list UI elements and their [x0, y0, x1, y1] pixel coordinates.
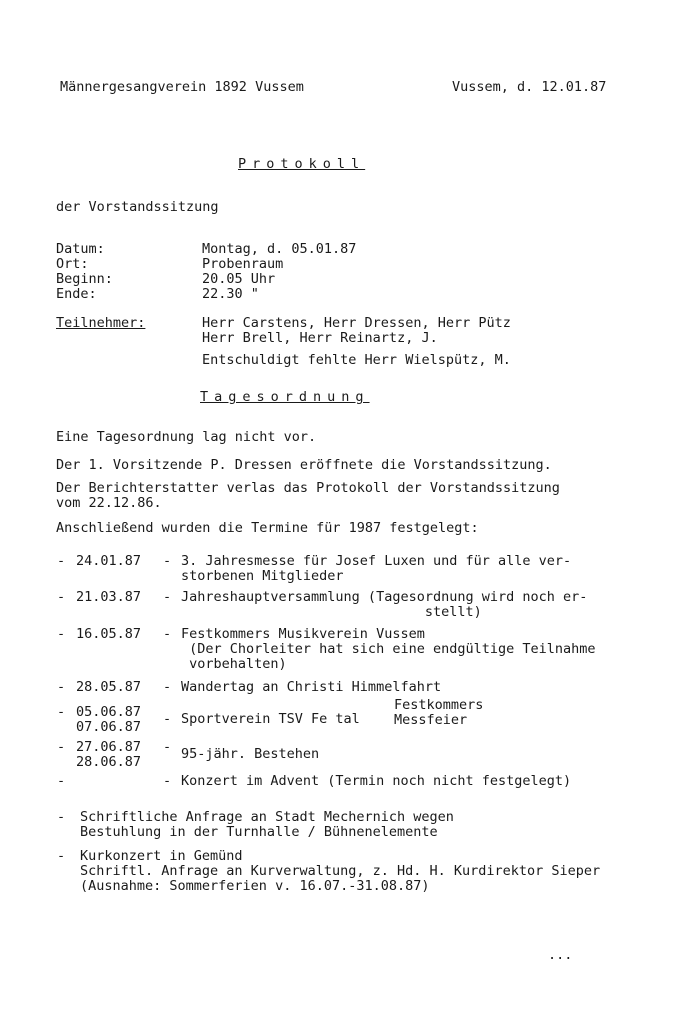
schedule-text-line: storbenen Mitglieder: [181, 568, 344, 584]
schedule-side-note: Festkommers: [394, 697, 484, 713]
schedule-text-line: Festkommers Musikverein Vussem: [181, 626, 425, 642]
schedule-text-line: 95-jähr. Bestehen: [181, 746, 320, 762]
participants-line-1: Herr Carstens, Herr Dressen, Herr Pütz: [202, 315, 511, 331]
schedule-text-line: stellt): [181, 604, 482, 620]
schedule-date: 28.05.87: [76, 679, 142, 695]
schedule-separator: -: [163, 773, 172, 789]
note-line: Schriftliche Anfrage an Stadt Mechernich wegen: [80, 809, 454, 825]
schedule-side-note: Messfeier: [394, 712, 468, 728]
schedule-separator: -: [163, 679, 172, 695]
document-title: Protokoll: [238, 156, 366, 172]
continuation-mark: ...: [548, 947, 573, 963]
meta-value-ende: 22.30 ": [202, 286, 259, 302]
paragraph-schedule-intro: Anschließend wurden die Termine für 1987 festgelegt:: [56, 520, 479, 536]
paragraph-minutes-line-1: Der Berichterstatter verlas das Protokoll der Vorstandssitzung: [56, 480, 560, 496]
schedule-text-line: 3. Jahresmesse für Josef Luxen und für alle ver-: [181, 553, 572, 569]
bullet-dash: -: [57, 809, 66, 825]
schedule-date: 05.06.87: [76, 704, 142, 720]
bullet-dash: -: [57, 704, 66, 720]
schedule-text-line: Jahreshauptversammlung (Tagesordnung wird noch er-: [181, 589, 588, 605]
bullet-dash: -: [57, 553, 66, 569]
meta-label-beginn: Beginn:: [56, 271, 113, 287]
schedule-text-line: vorbehalten): [181, 656, 287, 672]
bullet-dash: -: [57, 679, 66, 695]
meta-label-ende: Ende:: [56, 286, 97, 302]
meta-value-ort: Probenraum: [202, 256, 284, 272]
meta-label-ort: Ort:: [56, 256, 89, 272]
bullet-dash: -: [57, 739, 66, 755]
note-line: Bestuhlung in der Turnhalle / Bühnenelemente: [80, 824, 438, 840]
schedule-text-line: Sportverein TSV Fe tal: [181, 711, 360, 727]
participants-label: Teilnehmer:: [56, 315, 146, 331]
bullet-dash: -: [57, 626, 66, 642]
paragraph-minutes-line-2: vom 22.12.86.: [56, 495, 162, 511]
schedule-date: 21.03.87: [76, 589, 142, 605]
schedule-separator: -: [163, 589, 172, 605]
schedule-date-end: 28.06.87: [76, 754, 142, 770]
schedule-date: 27.06.87: [76, 739, 142, 755]
bullet-dash: -: [57, 589, 66, 605]
document-subtitle: der Vorstandssitzung: [56, 199, 219, 215]
meta-value-beginn: 20.05 Uhr: [202, 271, 276, 287]
organization-name: Männergesangverein 1892 Vussem: [60, 79, 304, 95]
schedule-date-end: 07.06.87: [76, 719, 142, 735]
schedule-separator: -: [163, 553, 172, 569]
paragraph-no-agenda: Eine Tagesordnung lag nicht vor.: [56, 429, 317, 445]
note-line: (Ausnahme: Sommerferien v. 16.07.-31.08.87): [80, 878, 430, 894]
meta-label-datum: Datum:: [56, 241, 105, 257]
paragraph-opening: Der 1. Vorsitzende P. Dressen eröffnete die Vorstandssitzung.: [56, 457, 552, 473]
schedule-separator: -: [163, 711, 172, 727]
schedule-text-line: Konzert im Advent (Termin noch nicht festgelegt): [181, 773, 572, 789]
note-line: Schriftl. Anfrage an Kurverwaltung, z. Hd. H. Kurdirektor Sieper: [80, 863, 601, 879]
schedule-separator: -: [163, 626, 172, 642]
bullet-dash: -: [57, 848, 66, 864]
schedule-date: 16.05.87: [76, 626, 142, 642]
note-line: Kurkonzert in Gemünd: [80, 848, 243, 864]
meta-value-datum: Montag, d. 05.01.87: [202, 241, 357, 257]
participants-excused: Entschuldigt fehlte Herr Wielspütz, M.: [202, 352, 511, 368]
schedule-separator: -: [163, 739, 172, 755]
agenda-heading: Tagesordnung: [200, 389, 370, 405]
bullet-dash: -: [57, 773, 66, 789]
place-date: Vussem, d. 12.01.87: [452, 79, 607, 95]
participants-line-2: Herr Brell, Herr Reinartz, J.: [202, 330, 438, 346]
schedule-text-line: Wandertag an Christi Himmelfahrt: [181, 679, 442, 695]
schedule-date: 24.01.87: [76, 553, 142, 569]
schedule-text-line: (Der Chorleiter hat sich eine endgültige Teilnahme: [181, 641, 596, 657]
